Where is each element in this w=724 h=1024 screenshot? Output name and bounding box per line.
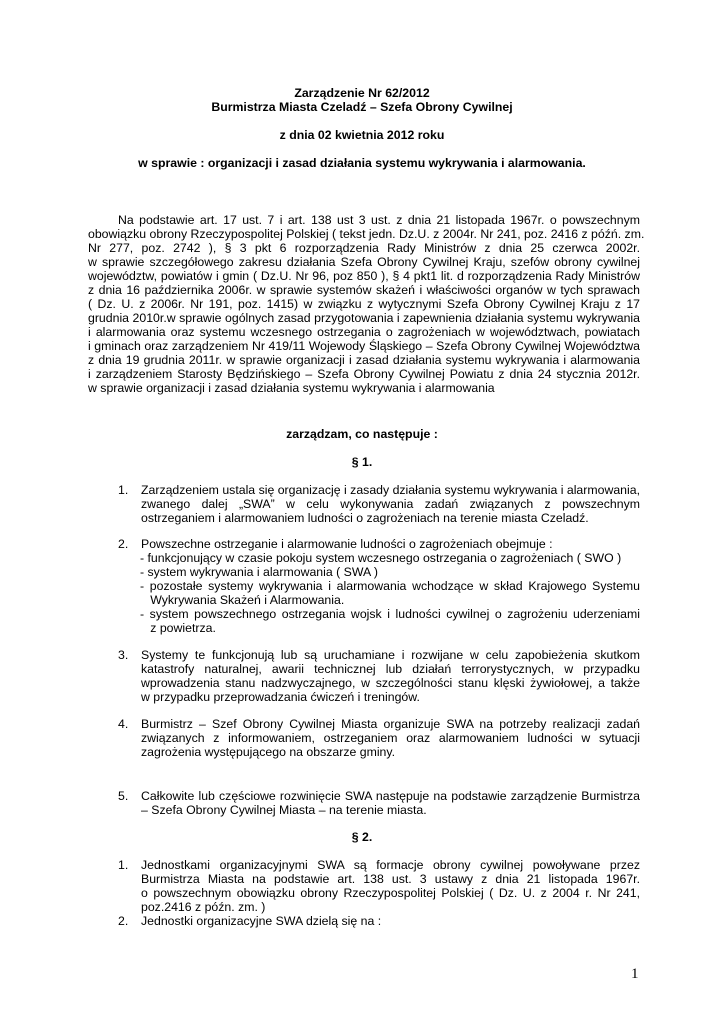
paragraph-line: Całkowite lub częściowe rozwinięcie SWA następuje na podstawie zarządzenie Burmistrza <box>141 789 640 803</box>
paragraph-line: zagrożenia występującego na obszarze gminy. <box>141 745 396 759</box>
page-number: 1 <box>631 966 639 982</box>
list-number: 2. <box>118 537 129 551</box>
preamble-line: i alarmowania oraz systemu wczesnego ostrzegania o zagrożeniach w województwach, powiatach <box>88 325 640 339</box>
bullet-line: - funkcjonujący w czasie pokoju system wczesnego ostrzegania o zagrożeniach ( SWO ) <box>140 551 622 565</box>
preamble-line: z dnia 19 grudnia 2011r. w sprawie organizacji i zasad działania systemu wykrywania i alarmowania <box>88 353 640 367</box>
bullet-line: z powietrza. <box>140 621 216 635</box>
document-title: Zarządzenie Nr 62/2012 <box>294 86 430 100</box>
list-number: 2. <box>118 914 129 928</box>
preamble-line: Na podstawie art. 17 ust. 7 i art. 138 ust 3 ust. z dnia 21 listopada 1967r. o powszechnym <box>118 213 640 227</box>
paragraph-line: – Szefa Obrony Cywilnej Miasta – na terenie miasta. <box>141 803 427 817</box>
paragraph-line: Powszechne ostrzeganie i alarmowanie ludności o zagrożeniach obejmuje : <box>141 537 553 551</box>
list-number: 3. <box>118 648 129 662</box>
paragraph-line: związanych z informowaniem, ostrzeganiem oraz alarmowaniem ludności w sytuacji <box>141 731 640 745</box>
preamble-line: grudnia 2010r.w sprawie ogólnych zasad przygotowania i zapewnienia działania systemu wykrywania <box>88 311 640 325</box>
preamble-line: w sprawie szczegółowego zakresu działania Szefa Obrony Cywilnej Kraju, szefów obrony cywilnej <box>88 255 640 269</box>
bullet-line: - system wykrywania i alarmowania ( SWA ) <box>140 565 379 579</box>
paragraph-line: w przypadku przeprowadzania ćwiczeń i treningów. <box>141 690 420 704</box>
list-number: 1. <box>118 483 129 497</box>
list-number: 5. <box>118 789 129 803</box>
paragraph-line: poz.2416 z późn. zm. ) <box>141 900 266 914</box>
preamble-line: i gminach oraz zarządzeniem Nr 419/11 Wojewody Śląskiego – Szefa Obrony Cywilnej Województwa <box>88 339 640 353</box>
preamble-line: obowiązku obrony Rzeczypospolitej Polskiej ( tekst jedn. Dz.U. z 2004r. Nr 241, poz. 2416 z późń. zm. <box>88 227 645 241</box>
preamble-line: Nr 277, poz. 2742 ), § 3 pkt 6 rozporządzenia Rady Ministrów z dnia 25 czerwca 2002r. <box>88 241 640 255</box>
paragraph-line: wprowadzenia stanu nadzwyczajnego, w szczególności stanu klęski żywiołowej, a także <box>141 676 640 690</box>
document-subject: w sprawie : organizacji i zasad działania systemu wykrywania i alarmowania. <box>138 156 586 170</box>
paragraph-line: zwanego dalej „SWA” w celu wykonywania zadań związanych z powszechnym <box>141 497 640 511</box>
bullet-line: Wykrywania Skażeń i Alarmowania. <box>140 593 345 607</box>
section-2-heading: § 2. <box>351 830 373 844</box>
paragraph-line: Zarządzeniem ustala się organizację i zasady działania systemu wykrywania i alarmowania, <box>141 483 640 497</box>
decree-statement: zarządzam, co następuje : <box>286 427 438 441</box>
document-date: z dnia 02 kwietnia 2012 roku <box>279 128 445 142</box>
document-subtitle: Burmistrza Miasta Czeladź – Szefa Obrony Cywilnej <box>211 100 513 114</box>
preamble-line: ( Dz. U. z 2006r. Nr 191, poz. 1415) w związku z wytycznymi Szefa Obrony Cywilnej Kraju z 17 <box>88 297 640 311</box>
paragraph-line: Jednostkami organizacyjnymi SWA są formacje obrony cywilnej powoływane przez <box>141 858 640 872</box>
paragraph-line: ostrzeganiem i alarmowaniem ludności o zagrożeniach na terenie miasta Czeladź. <box>141 511 589 525</box>
list-number: 4. <box>118 717 129 731</box>
paragraph-line: o powszechnym obowiązku obrony Rzeczypospolitej Polskiej ( Dz. U. z 2004 r. Nr 241, <box>141 886 640 900</box>
paragraph-line: Burmistrz – Szef Obrony Cywilnej Miasta organizuje SWA na potrzeby realizacji zadań <box>141 717 640 731</box>
paragraph-line: Burmistrza Miasta na podstawie art. 138 ust. 3 ustawy z dnia 21 listopada 1967r. <box>141 872 640 886</box>
paragraph-line: Jednostki organizacyjne SWA dzielą się na : <box>141 914 382 928</box>
preamble-line: w sprawie organizacji i zasad działania systemu wykrywania i alarmowania <box>88 381 495 395</box>
bullet-line: - pozostałe systemy wykrywania i alarmowania wchodzące w skład Krajowego Systemu <box>140 579 640 593</box>
list-number: 1. <box>118 858 129 872</box>
section-1-heading: § 1. <box>351 455 373 469</box>
preamble-line: z dnia 16 października 2006r. w sprawie systemów skażeń i właściwości organów w tych sprawach <box>88 283 640 297</box>
paragraph-line: katastrofy naturalnej, awarii technicznej lub działań terrorystycznych, w przypadku <box>141 662 640 676</box>
preamble-line: i zarządzeniem Starosty Będzińskiego – Szefa Obrony Cywilnej Powiatu z dnia 24 stycznia 2012r. <box>88 367 640 381</box>
preamble-line: województw, powiatów i gmin ( Dz.U. Nr 96, poz 850 ), § 4 pkt1 lit. d rozporządzenia Rady Ministrów <box>88 269 640 283</box>
paragraph-line: Systemy te funkcjonują lub są uruchamiane i rozwijane w celu zapobieżenia skutkom <box>141 648 640 662</box>
bullet-line: - system powszechnego ostrzegania wojsk i ludności cywilnej o zagrożeniu uderzeniami <box>140 607 640 621</box>
